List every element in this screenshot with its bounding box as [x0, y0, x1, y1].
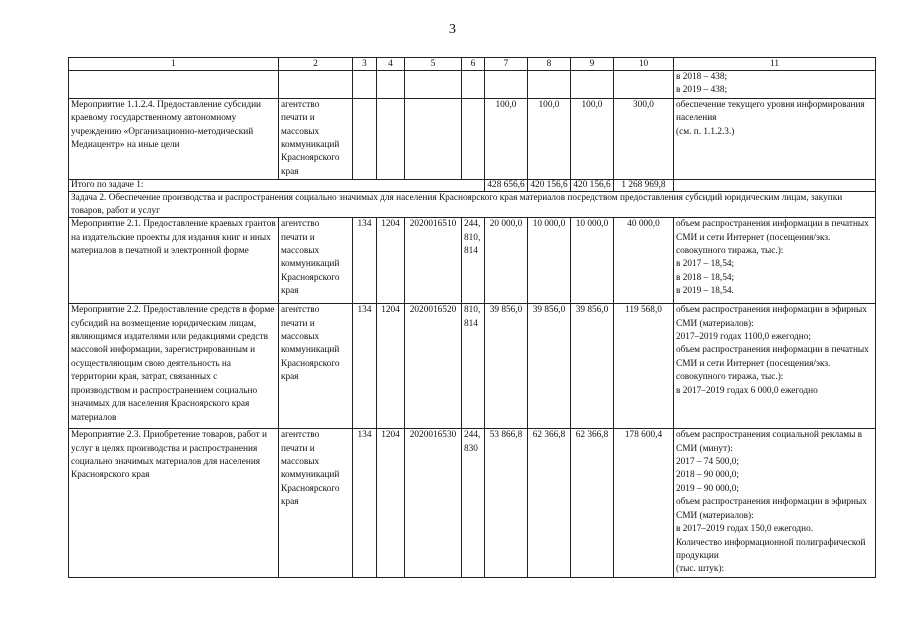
- amount-2017: 53 866,8: [485, 429, 528, 577]
- amount-2017: 100,0: [485, 98, 528, 179]
- indicator-cell: объем распространения социальной рекламы в СМИ (минут): 2017 – 74 500,0; 2018 – 90 000,0; 2019 – 90 000,0; объем распространения информации в эфирных СМИ (материалов): в 2017–2019 годах 150,0 ежегодно. Количество информационной полиграфической продукции (тыс. штук):: [674, 429, 876, 577]
- amount-2019: 62 366,8: [571, 429, 614, 577]
- column-header: 6: [462, 58, 485, 71]
- grbs-code: 134: [353, 218, 377, 304]
- grbs-code: 134: [353, 304, 377, 429]
- amount-2018: 10 000,0: [528, 218, 571, 304]
- target-code: 2020016520: [405, 304, 462, 429]
- grbs-code: [353, 98, 377, 179]
- total-row: [69, 180, 876, 192]
- column-header: 11: [674, 58, 876, 71]
- agency-cell: агентство печати и массовых коммуникаций Красноярского края: [279, 304, 353, 429]
- task-heading: Задача 2. Обеспечение производства и распространения социально значимых для населения Красноярского края материалов посредством предоставления субсидий юридическим лицам, закупки товаров, работ и услуг: [69, 192, 876, 218]
- amount-2017: 20 000,0: [485, 218, 528, 304]
- indicator-cell: обеспечение текущего уровня информирования населения (см. п. 1.1.2.3.): [674, 98, 876, 179]
- section-code: [377, 98, 405, 179]
- expense-type: 244, 810, 814: [462, 218, 485, 304]
- amount-2019: 100,0: [571, 98, 614, 179]
- amount-total: 300,0: [614, 98, 674, 179]
- measure-name: Мероприятие 2.3. Приобретение товаров, работ и услуг в целях производства и распространения социально значимых материалов для населения Красноярского края: [69, 429, 279, 577]
- total-sum: 1 268 969,8: [614, 180, 674, 192]
- amount-2018: 39 856,0: [528, 304, 571, 429]
- agency-cell: агентство печати и массовых коммуникаций Красноярского края: [279, 429, 353, 577]
- measure-name: Мероприятие 2.1. Предоставление краевых грантов на издательские проекты для издания книг и иных материалов в печатной и электронной форме: [69, 218, 279, 304]
- column-header: 5: [405, 58, 462, 71]
- target-code: 2020016530: [405, 429, 462, 577]
- amount-2018: 100,0: [528, 98, 571, 179]
- budget-table: [68, 57, 876, 578]
- section-code: 1204: [377, 304, 405, 429]
- expense-type: [462, 98, 485, 179]
- total-2018: 420 156,6: [528, 180, 571, 192]
- amount-total: 119 568,0: [614, 304, 674, 429]
- amount-total: 40 000,0: [614, 218, 674, 304]
- table-row: [69, 304, 876, 429]
- agency-cell: агентство печати и массовых коммуникаций Красноярского края: [279, 218, 353, 304]
- column-header: 10: [614, 58, 674, 71]
- section-code: 1204: [377, 429, 405, 577]
- expense-type: 810, 814: [462, 304, 485, 429]
- column-number-row: [69, 58, 876, 71]
- table-row: [69, 429, 876, 577]
- indicator-cell: объем распространения информации в эфирных СМИ (материалов): 2017–2019 годах 1100,0 ежегодно; объем распространения информации в печатных СМИ и сети Интернет (посещения/экз. совокупного тиража, тыс.): в 2017–2019 годах 6 000,0 ежегодно: [674, 304, 876, 429]
- section-code: 1204: [377, 218, 405, 304]
- amount-2019: 10 000,0: [571, 218, 614, 304]
- indicator-cell: в 2018 – 438; в 2019 – 438;: [674, 71, 876, 99]
- table-row: [69, 218, 876, 304]
- column-header: 3: [353, 58, 377, 71]
- column-header: 2: [279, 58, 353, 71]
- agency-cell: агентство печати и массовых коммуникаций Красноярского края: [279, 98, 353, 179]
- column-header: 8: [528, 58, 571, 71]
- grbs-code: 134: [353, 429, 377, 577]
- total-2017: 428 656,6: [485, 180, 528, 192]
- measure-name: Мероприятие 2.2. Предоставление средств в форме субсидий на возмещение юридическим лицам, являющимся издателями или редакциями средств массовой информации, зарегистрированным и осуществляющим свою деятельность на территории края, затрат, связанных с производством и распространением социально значимых для населения Красноярского края материалов: [69, 304, 279, 429]
- column-header: 4: [377, 58, 405, 71]
- amount-2019: 39 856,0: [571, 304, 614, 429]
- amount-2018: 62 366,8: [528, 429, 571, 577]
- amount-2017: 39 856,0: [485, 304, 528, 429]
- task-heading-row: [69, 192, 876, 218]
- table-row: [69, 98, 876, 179]
- total-label: Итого по задаче 1:: [69, 180, 485, 192]
- target-code: [405, 98, 462, 179]
- table-row: [69, 71, 876, 99]
- target-code: 2020016510: [405, 218, 462, 304]
- amount-total: 178 600,4: [614, 429, 674, 577]
- measure-name: Мероприятие 1.1.2.4. Предоставление субсидии краевому государственному автономному учреждению «Организационно-методический Медиацентр» на иные цели: [69, 98, 279, 179]
- total-2019: 420 156,6: [571, 180, 614, 192]
- column-header: 7: [485, 58, 528, 71]
- indicator-cell: объем распространения информации в печатных СМИ и сети Интернет (посещения/экз. совокупного тиража, тыс.): в 2017 – 18,54; в 2018 – 18,54; в 2019 – 18,54.: [674, 218, 876, 304]
- column-header: 1: [69, 58, 279, 71]
- expense-type: 244, 830: [462, 429, 485, 577]
- page-number: 3: [449, 22, 456, 37]
- column-header: 9: [571, 58, 614, 71]
